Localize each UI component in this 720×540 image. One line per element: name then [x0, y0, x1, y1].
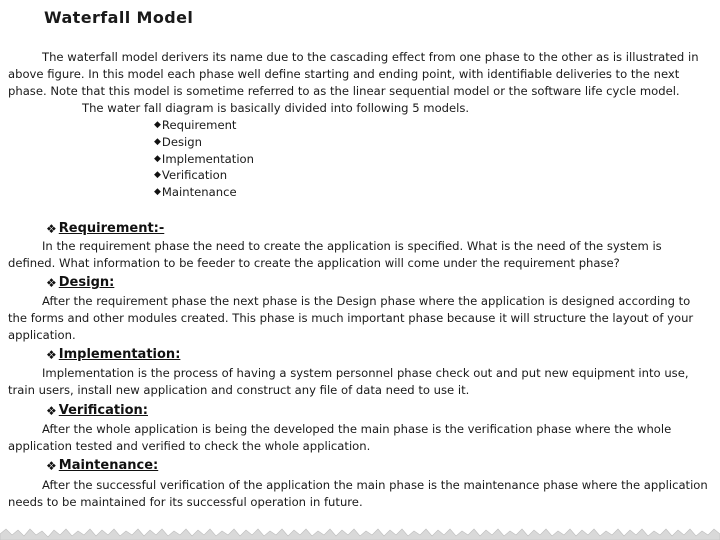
section-heading-text: Verification: [58, 403, 148, 418]
page-title: Waterfall Model [44, 8, 194, 27]
checkmark-bullet-icon: ❖ [46, 275, 57, 290]
section-body: After the successful verification of the application the main phase is the maintenance phase where the application needs to be maintained for its successful operation in future. [8, 478, 708, 509]
models-intro-line: The water fall diagram is basically divided into following 5 models. [82, 101, 470, 115]
list-item-label: Design [161, 134, 202, 149]
intro-text: The waterfall model derivers its name due to the cascading effect from one phase to the other as is illustrated in above figure. In this model each phase well define starting and ending point, with identifiable deliveries to the next phase. Note that this model is sometime referred to as the linear sequential model or the software life cycle model. [8, 50, 699, 98]
diamond-bullet-icon: ◆ [154, 187, 161, 198]
list-item-label: Requirement [161, 118, 237, 132]
torn-page-edge [0, 526, 720, 540]
section-heading-design [46, 275, 114, 290]
section-heading-text: Requirement:- [58, 221, 165, 236]
list-item [154, 117, 254, 134]
section-body: In the requirement phase the need to create the application is specified. What is the need of the system is defined. What information to be feeder to create the application will come under the requirement phase? [8, 239, 662, 270]
section-heading-requirement [46, 221, 164, 236]
section-text-design [8, 293, 712, 343]
diamond-bullet-icon: ◆ [154, 170, 161, 181]
list-item [154, 184, 254, 201]
section-text-verification [8, 421, 712, 455]
list-item [154, 167, 254, 184]
intro-paragraph [8, 49, 712, 99]
section-text-maintenance [8, 477, 712, 511]
list-item-label: Maintenance [161, 185, 237, 200]
section-heading-implementation [46, 347, 180, 362]
model-list [154, 117, 254, 201]
checkmark-bullet-icon: ❖ [46, 403, 57, 418]
section-text-requirement [8, 238, 712, 272]
section-heading-verification [46, 403, 148, 418]
section-text-implementation [8, 365, 712, 399]
section-heading-text: Design: [58, 275, 115, 290]
checkmark-bullet-icon: ❖ [46, 221, 57, 236]
section-body: After the requirement phase the next phase is the Design phase where the application is designed according to the forms and other modules created. This phase is much important phase because it will structure the layout of your application. [8, 294, 694, 342]
diamond-bullet-icon: ◆ [154, 153, 161, 164]
section-body: Implementation is the process of having a system personnel phase check out and put new equipment into use, train users, install new application and construct any file of data need to use it. [8, 366, 689, 397]
diamond-bullet-icon: ◆ [154, 120, 161, 130]
section-heading-maintenance [46, 458, 158, 473]
list-item-label: Verification [161, 168, 228, 183]
section-heading-text: Maintenance: [58, 458, 159, 473]
checkmark-bullet-icon: ❖ [46, 458, 57, 473]
section-body: After the whole application is being the developed the main phase is the verification phase where the whole application tested and verified to check the whole application. [8, 422, 672, 453]
section-heading-text: Implementation: [58, 347, 181, 362]
checkmark-bullet-icon: ❖ [46, 347, 57, 362]
list-item [154, 151, 254, 168]
list-item-label: Implementation [161, 151, 254, 166]
torn-edge-graphic [0, 526, 720, 540]
list-item [154, 134, 254, 151]
diamond-bullet-icon: ◆ [154, 136, 161, 147]
